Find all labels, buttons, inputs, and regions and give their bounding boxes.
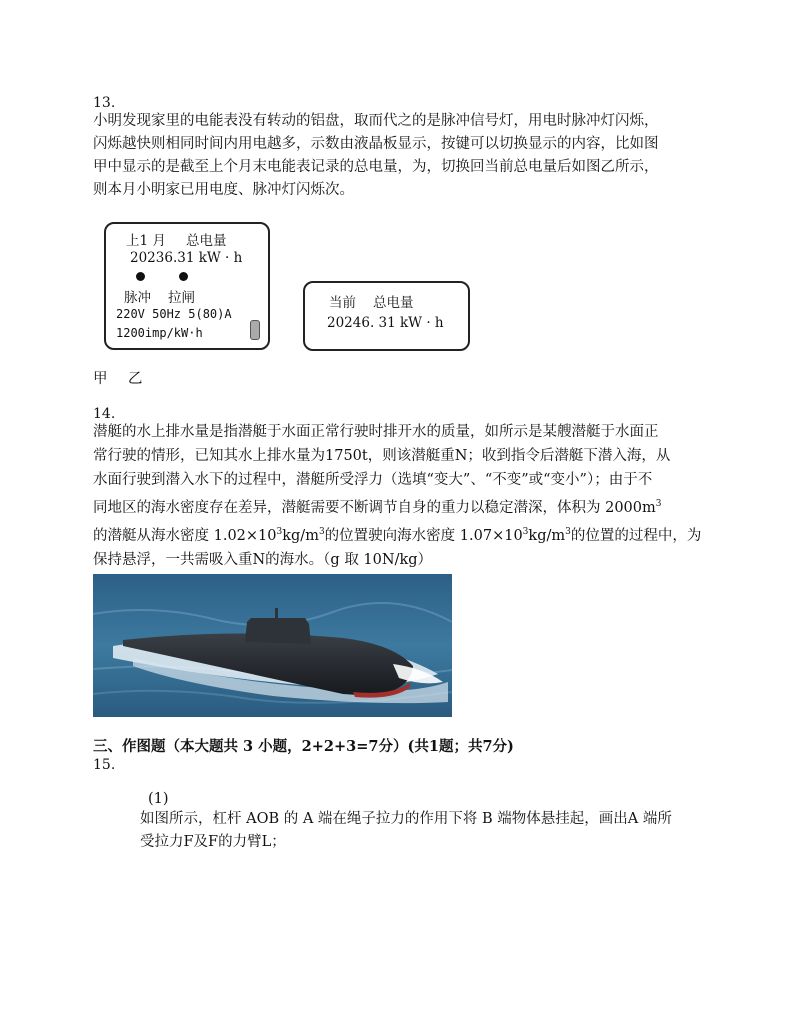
question-13-number: 13. bbox=[93, 95, 116, 111]
text-line: 水面行驶到潜入水下的过程中，潜艇所受浮力（选填“变大”、“不变”或“变小”）；由于不 bbox=[93, 472, 653, 488]
meter-button-icon bbox=[250, 320, 260, 340]
text-line: 受拉力F及F的力臂L； bbox=[140, 834, 286, 850]
meter-a-spec: 220V 50Hz 5(80)A bbox=[116, 307, 232, 321]
question-15-subnumber: (1) bbox=[148, 791, 169, 807]
question-13-text bbox=[93, 110, 713, 202]
meter-a-constant: 1200imp/kW·h bbox=[116, 326, 203, 340]
text-line: 甲中显示的是截至上个月末电能表记录的总电量，为，切换回当前总电量后如图乙所示， bbox=[93, 159, 659, 175]
submarine-photo bbox=[93, 574, 452, 717]
meter-a-reading: 20236.31 kW · h bbox=[130, 250, 243, 266]
meter-display-b bbox=[303, 281, 470, 351]
text-line: 如图所示，杠杆 AOB 的 A 端在绳子拉力的作用下将 B 端物体悬挂起，画出A 端所 bbox=[140, 811, 672, 827]
section-3-heading: 三、作图题（本大题共 3 小题，2+2+3=7分）(共1题；共7分) bbox=[93, 738, 514, 755]
caption-a: 甲 bbox=[93, 371, 108, 387]
meter-b-reading: 20246. 31 kW · h bbox=[327, 315, 444, 331]
question-15-number: 15. bbox=[93, 757, 116, 773]
text-line: 保持悬浮，一共需吸入重N的海水。（g 取 10N/kg） bbox=[93, 551, 433, 568]
text-line: 闪烁越快则相同时间内用电越多，示数由液晶板显示，按键可以切换显示的内容，比如图 bbox=[93, 136, 659, 152]
meter-b-current-label: 当前 bbox=[329, 295, 356, 311]
meter-a-period-label: 上1 月 bbox=[126, 233, 166, 249]
meter-b-total-label: 总电量 bbox=[373, 295, 414, 311]
text-line: 常行驶的情形，已知其水上排水量为1750t，则该潜艇重N；收到指令后潜艇下潜入海，从 bbox=[93, 448, 671, 464]
text-line: 小明发现家里的电能表没有转动的铝盘，取而代之的是脉冲信号灯，用电时脉冲灯闪烁， bbox=[93, 113, 659, 129]
pulse-led-icon bbox=[136, 272, 145, 281]
pulse-label: 脉冲 bbox=[124, 290, 151, 306]
switch-label: 拉闸 bbox=[168, 290, 195, 306]
text-line: 的潜艇从海水密度 $1.02\times 10^3kg/m^3$的位置驶向海水密度 $1.07\times 10^3kg/m^3$的位置的过程中，为 bbox=[93, 526, 702, 544]
text-line: 潜艇的水上排水量是指潜艇于水面正常行驶时排开水的质量，如所示是某艘潜艇于水面正 bbox=[93, 424, 659, 440]
question-14-text bbox=[93, 420, 718, 572]
text-line: 同地区的海水密度存在差异，潜艇需要不断调节自身的重力以稳定潜深，体积为 $2000m^3$ bbox=[93, 499, 662, 516]
meter-display-a bbox=[104, 222, 270, 350]
caption-b: 乙 bbox=[128, 371, 143, 387]
switch-led-icon bbox=[179, 272, 188, 281]
question-14-number: 14. bbox=[93, 406, 116, 422]
text-line: 则本月小明家已用电度、脉冲灯闪烁次。 bbox=[93, 182, 354, 198]
meter-a-total-label: 总电量 bbox=[186, 233, 227, 249]
question-15-text bbox=[140, 808, 720, 854]
